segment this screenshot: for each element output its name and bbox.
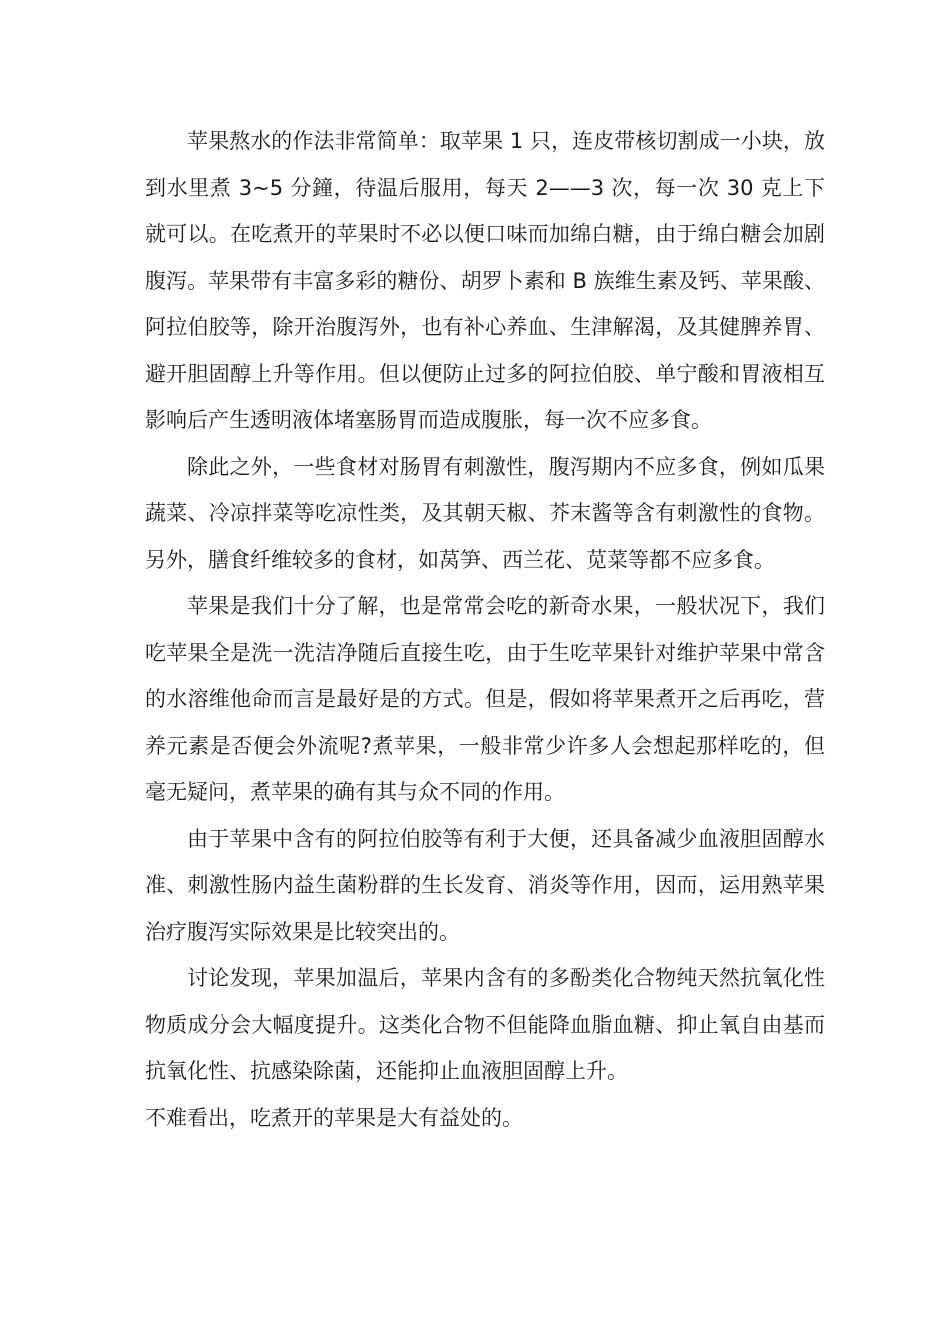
paragraph-3: 苹果是我们十分了解，也是常常会吃的新奇水果，一般状况下，我们吃苹果全是洗一洗洁净随后直接生吃，由于生吃苹果针对维护苹果中常含的水溶维他命而言是最好是的方式。但是，假如将苹果煮开之后再吃，营养元素是否便会外流呢?煮苹果，一般非常少许多人会想起那样吃的，但毫无疑问，煮苹果的确有其与众不同的作用。 (145, 594, 825, 804)
paragraph-4: 由于苹果中含有的阿拉伯胶等有利于大便，还具备减少血液胆固醇水准、刺激性肠内益生菌粉群的生长发育、消炎等作用，因而，运用熟苹果治疗腹泻实际效果是比较突出的。 (145, 826, 825, 944)
paragraph-2: 除此之外，一些食材对肠胃有刺激性，腹泻期内不应多食，例如瓜果蔬菜、冷凉拌菜等吃凉性类，及其朝天椒、芥末酱等含有刺激性的食物。另外，膳食纤维较多的食材，如莴笋、西兰花、苋菜等都不应多食。 (145, 454, 825, 572)
paragraph-1: 苹果熬水的作法非常简单：取苹果 1 只，连皮带核切割成一小块，放到水里煮 3~5 分鐘，待温后服用，每天 2——3 次，每一次 30 克上下就可以。在吃煮开的苹果时不必以便口味而加绵白糖，由于绵白糖会加剧腹泻。苹果带有丰富多彩的糖份、胡罗卜素和 B 族维生素及钙、苹果酸、阿拉伯胶等，除开治腹泻外，也有补心养血、生津解渴，及其健脾养胃、避开胆固醇上升等作用。但以便防止过多的阿拉伯胶、单宁酸和胃液相互影响后产生透明液体堵塞肠胃而造成腹胀，每一次不应多食。 (145, 129, 825, 432)
paragraph-5: 讨论发现，苹果加温后，苹果内含有的多酚类化合物纯天然抗氧化性物质成分会大幅度提升。这类化合物不但能降血脂血糖、抑止氧自由基而抗氧化性、抗感染除菌，还能抑止血液胆固醇上升。 (145, 966, 825, 1083)
document-body (145, 118, 825, 1141)
paragraph-6: 不难看出，吃煮开的苹果是大有益处的。 (145, 1105, 523, 1130)
